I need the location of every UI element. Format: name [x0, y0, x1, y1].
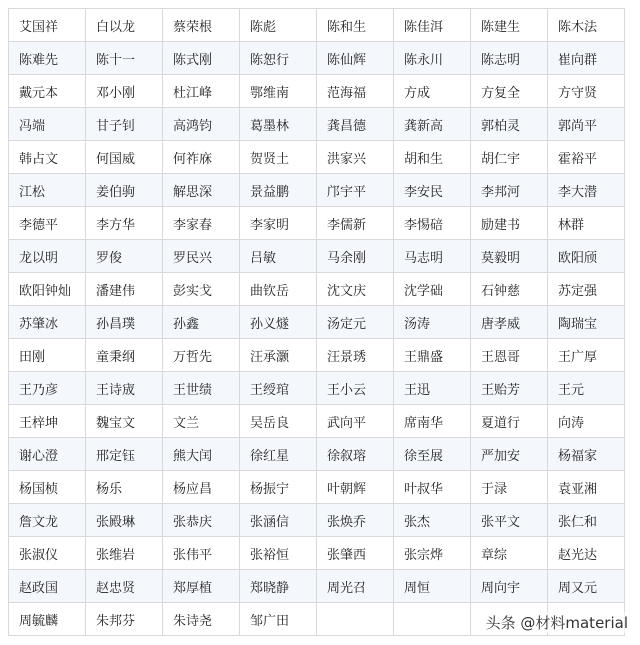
table-row	[9, 372, 625, 405]
name-cell: 王诗宬	[86, 372, 163, 405]
name-cell: 陈仙辉	[317, 42, 394, 75]
name-cell: 徐红星	[240, 438, 317, 471]
table-row	[9, 438, 625, 471]
name-cell: 詹文龙	[9, 504, 86, 537]
name-cell: 张恭庆	[163, 504, 240, 537]
name-cell: 郭尚平	[548, 108, 625, 141]
name-cell: 魏宝文	[86, 405, 163, 438]
name-cell: 王梓坤	[9, 405, 86, 438]
name-cell: 陈和生	[317, 9, 394, 42]
name-cell: 沈学础	[394, 273, 471, 306]
name-cell: 武向平	[317, 405, 394, 438]
name-cell: 陈建生	[471, 9, 548, 42]
name-cell: 张伟平	[163, 537, 240, 570]
name-cell: 向涛	[548, 405, 625, 438]
name-cell: 范海福	[317, 75, 394, 108]
name-cell: 甘子钊	[86, 108, 163, 141]
name-cell: 罗民兴	[163, 240, 240, 273]
name-cell: 孙鑫	[163, 306, 240, 339]
name-cell: 吕敏	[240, 240, 317, 273]
name-cell: 张裕恒	[240, 537, 317, 570]
name-cell: 严加安	[471, 438, 548, 471]
table-row	[9, 570, 625, 603]
name-cell: 白以龙	[86, 9, 163, 42]
name-cell: 高鸿钧	[163, 108, 240, 141]
name-cell: 郑晓静	[240, 570, 317, 603]
name-cell: 李邦河	[471, 174, 548, 207]
name-cell: 张涵信	[240, 504, 317, 537]
name-cell: 王小云	[317, 372, 394, 405]
name-cell: 莫毅明	[471, 240, 548, 273]
name-cell: 曲钦岳	[240, 273, 317, 306]
name-cell: 于渌	[471, 471, 548, 504]
name-cell: 张肇西	[317, 537, 394, 570]
name-cell: 邓小刚	[86, 75, 163, 108]
name-cell: 李惕碚	[394, 207, 471, 240]
name-cell: 陈永川	[394, 42, 471, 75]
name-cell: 汤定元	[317, 306, 394, 339]
name-cell: 苏肇冰	[9, 306, 86, 339]
name-cell: 李方华	[86, 207, 163, 240]
name-cell: 陈式刚	[163, 42, 240, 75]
name-cell: 夏道行	[471, 405, 548, 438]
table-row	[9, 339, 625, 372]
name-cell: 张淑仪	[9, 537, 86, 570]
name-cell: 沈文庆	[317, 273, 394, 306]
name-cell: 马余刚	[317, 240, 394, 273]
name-cell: 周向宇	[471, 570, 548, 603]
name-cell: 郭柏灵	[471, 108, 548, 141]
name-cell: 赵忠贤	[86, 570, 163, 603]
table-row	[9, 141, 625, 174]
name-cell: 彭实戈	[163, 273, 240, 306]
name-cell: 戴元本	[9, 75, 86, 108]
name-cell: 陈志明	[471, 42, 548, 75]
name-cell: 徐叙瑢	[317, 438, 394, 471]
name-cell: 李德平	[9, 207, 86, 240]
name-cell: 王迅	[394, 372, 471, 405]
name-cell: 杨福家	[548, 438, 625, 471]
name-cell: 苏定强	[548, 273, 625, 306]
name-cell: 唐孝威	[471, 306, 548, 339]
name-cell: 叶叔华	[394, 471, 471, 504]
name-cell: 贺贤土	[240, 141, 317, 174]
table-row	[9, 9, 625, 42]
name-cell: 欧阳钟灿	[9, 273, 86, 306]
name-cell: 文兰	[163, 405, 240, 438]
table-row	[9, 537, 625, 570]
name-cell: 王广厚	[548, 339, 625, 372]
table-row	[9, 471, 625, 504]
name-cell: 周毓麟	[9, 603, 86, 636]
name-cell: 杨乐	[86, 471, 163, 504]
name-cell: 赵光达	[548, 537, 625, 570]
name-cell: 赵政国	[9, 570, 86, 603]
name-cell: 王鼎盛	[394, 339, 471, 372]
name-cell: 郑厚植	[163, 570, 240, 603]
name-cell: 何祚庥	[163, 141, 240, 174]
name-cell: 李安民	[394, 174, 471, 207]
name-cell: 欧阳颀	[548, 240, 625, 273]
table-body	[9, 9, 625, 636]
name-cell: 姜伯驹	[86, 174, 163, 207]
name-cell: 潘建伟	[86, 273, 163, 306]
name-cell: 江松	[9, 174, 86, 207]
name-cell: 鄂维南	[240, 75, 317, 108]
table-row	[9, 42, 625, 75]
table-row	[9, 174, 625, 207]
name-cell	[394, 603, 471, 636]
name-cell: 吴岳良	[240, 405, 317, 438]
name-cell: 胡仁宇	[471, 141, 548, 174]
name-cell: 万哲先	[163, 339, 240, 372]
name-cell: 王世绩	[163, 372, 240, 405]
name-cell: 周又元	[548, 570, 625, 603]
name-cell: 邢定钰	[86, 438, 163, 471]
name-cell: 方成	[394, 75, 471, 108]
table-row	[9, 273, 625, 306]
name-cell: 王贻芳	[471, 372, 548, 405]
name-cell: 艾国祥	[9, 9, 86, 42]
name-cell: 邝宇平	[317, 174, 394, 207]
name-cell: 解思深	[163, 174, 240, 207]
name-cell: 汤涛	[394, 306, 471, 339]
name-cell: 周光召	[317, 570, 394, 603]
name-cell: 田刚	[9, 339, 86, 372]
name-cell: 章综	[471, 537, 548, 570]
name-cell: 孙昌璞	[86, 306, 163, 339]
name-cell: 胡和生	[394, 141, 471, 174]
name-cell: 王绶琯	[240, 372, 317, 405]
name-cell: 陈彪	[240, 9, 317, 42]
name-cell: 李家明	[240, 207, 317, 240]
table-row	[9, 306, 625, 339]
name-cell: 陈木法	[548, 9, 625, 42]
table-row	[9, 108, 625, 141]
name-cell: 陈佳洱	[394, 9, 471, 42]
name-cell: 龙以明	[9, 240, 86, 273]
name-cell: 熊大闰	[163, 438, 240, 471]
name-cell: 洪家兴	[317, 141, 394, 174]
name-cell: 陈十一	[86, 42, 163, 75]
name-cell: 叶朝辉	[317, 471, 394, 504]
name-cell: 汪景琇	[317, 339, 394, 372]
name-cell: 袁亚湘	[548, 471, 625, 504]
name-cell: 陶瑞宝	[548, 306, 625, 339]
name-cell: 徐至展	[394, 438, 471, 471]
name-cell: 王恩哥	[471, 339, 548, 372]
name-cell: 朱邦芬	[86, 603, 163, 636]
table-row	[9, 240, 625, 273]
name-cell: 李大潜	[548, 174, 625, 207]
table-row	[9, 207, 625, 240]
table-row	[9, 405, 625, 438]
name-cell: 席南华	[394, 405, 471, 438]
watermark: 头条 @材料material	[485, 614, 628, 632]
name-cell: 张殿琳	[86, 504, 163, 537]
name-cell: 谢心澄	[9, 438, 86, 471]
name-cell: 霍裕平	[548, 141, 625, 174]
name-cell	[317, 603, 394, 636]
name-cell: 李儒新	[317, 207, 394, 240]
name-cell: 冯端	[9, 108, 86, 141]
name-cell: 陈恕行	[240, 42, 317, 75]
name-cell: 方复全	[471, 75, 548, 108]
name-cell: 朱诗尧	[163, 603, 240, 636]
name-cell: 张仁和	[548, 504, 625, 537]
name-cell: 杜江峰	[163, 75, 240, 108]
name-cell: 景益鹏	[240, 174, 317, 207]
table-row	[9, 75, 625, 108]
name-cell: 王乃彦	[9, 372, 86, 405]
name-cell: 龚新高	[394, 108, 471, 141]
name-cell: 王元	[548, 372, 625, 405]
name-cell: 李家春	[163, 207, 240, 240]
name-cell: 邹广田	[240, 603, 317, 636]
name-cell: 杨振宁	[240, 471, 317, 504]
name-cell: 汪承灏	[240, 339, 317, 372]
table-row	[9, 504, 625, 537]
name-cell: 马志明	[394, 240, 471, 273]
name-cell: 方守贤	[548, 75, 625, 108]
name-table	[8, 8, 625, 636]
name-cell: 张杰	[394, 504, 471, 537]
name-cell: 励建书	[471, 207, 548, 240]
name-cell: 张焕乔	[317, 504, 394, 537]
name-cell: 张平文	[471, 504, 548, 537]
name-cell: 林群	[548, 207, 625, 240]
name-cell: 崔向群	[548, 42, 625, 75]
name-cell: 蔡荣根	[163, 9, 240, 42]
name-cell: 张宗烨	[394, 537, 471, 570]
name-cell: 葛墨林	[240, 108, 317, 141]
name-cell: 周恒	[394, 570, 471, 603]
name-cell: 石钟慈	[471, 273, 548, 306]
name-cell: 杨应昌	[163, 471, 240, 504]
name-cell: 童秉纲	[86, 339, 163, 372]
name-cell: 龚昌德	[317, 108, 394, 141]
name-cell: 何国威	[86, 141, 163, 174]
name-cell: 张维岩	[86, 537, 163, 570]
name-cell: 孙义燧	[240, 306, 317, 339]
name-cell: 杨国桢	[9, 471, 86, 504]
name-cell: 罗俊	[86, 240, 163, 273]
name-cell: 韩占文	[9, 141, 86, 174]
name-cell: 陈难先	[9, 42, 86, 75]
